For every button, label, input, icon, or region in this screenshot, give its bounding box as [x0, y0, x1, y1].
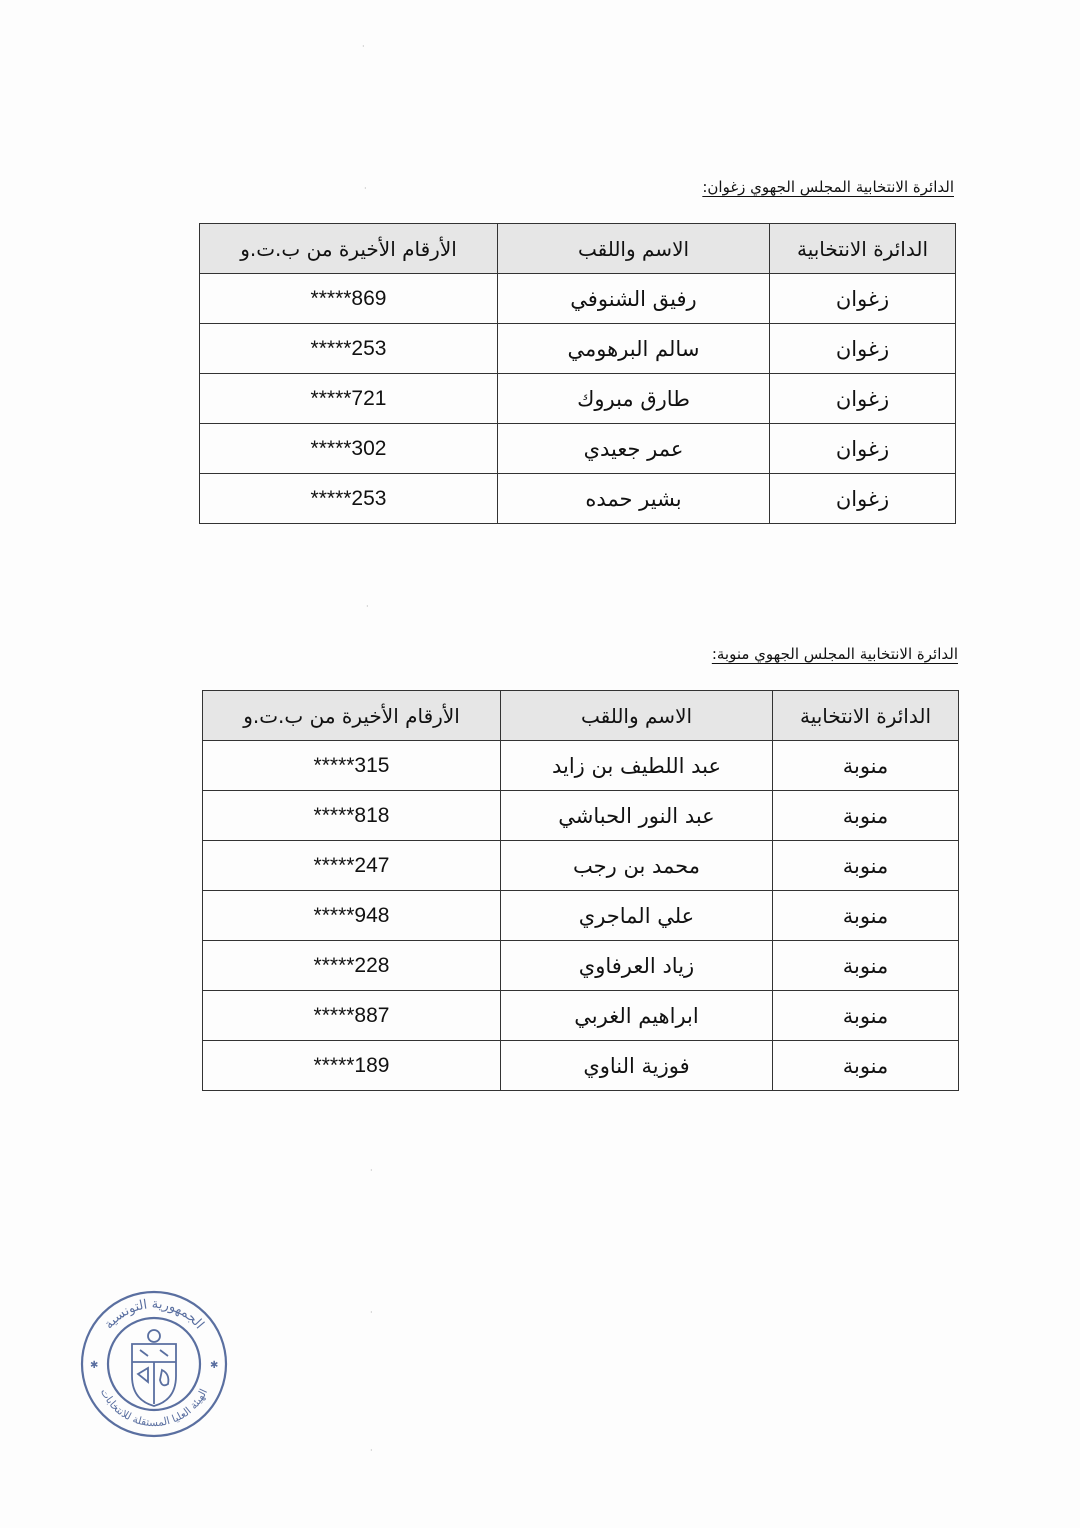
cell-name: سالم البرهومي [498, 324, 770, 374]
cell-circonscription: زغوان [770, 324, 956, 374]
cell-circonscription: زغوان [770, 474, 956, 524]
header-id-digits: الأرقام الأخيرة من ب.ت.و [203, 691, 501, 741]
header-name: الاسم واللقب [501, 691, 773, 741]
cell-id-digits: *****253 [200, 474, 498, 524]
scan-speck: · [362, 42, 365, 51]
table-row [200, 324, 956, 374]
cell-id-digits: *****302 [200, 424, 498, 474]
scan-speck: · [364, 184, 367, 193]
table-row [200, 374, 956, 424]
cell-name: ابراهيم الغربي [501, 991, 773, 1041]
header-name: الاسم واللقب [498, 224, 770, 274]
header-id-digits: الأرقام الأخيرة من ب.ت.و [200, 224, 498, 274]
svg-text:الجمهورية التونسية: الجمهورية التونسية [101, 1296, 207, 1333]
cell-id-digits: *****948 [203, 891, 501, 941]
cell-circonscription: منوبة [773, 1041, 959, 1091]
candidates-table-manouba [202, 690, 959, 1091]
svg-text:الهيئة العليا المستقلة للانتخا: الهيئة العليا المستقلة للانتخابات [97, 1386, 211, 1430]
table-row [203, 791, 959, 841]
cell-name: عمر جعيدي [498, 424, 770, 474]
cell-name: رفيق الشنوفي [498, 274, 770, 324]
seal-coat-of-arms-icon [132, 1330, 176, 1406]
table-row [200, 424, 956, 474]
cell-circonscription: منوبة [773, 891, 959, 941]
table-header-row [200, 224, 956, 274]
table-row [200, 474, 956, 524]
cell-circonscription: زغوان [770, 424, 956, 474]
table-row [200, 274, 956, 324]
section-title-manouba: الدائرة الانتخابية المجلس الجهوي منوبة: [711, 645, 958, 663]
candidates-table-zaghouan [199, 223, 956, 524]
cell-name: زياد العرفاوي [501, 941, 773, 991]
official-seal-stamp [78, 1288, 230, 1440]
table-row [203, 741, 959, 791]
cell-circonscription: زغوان [770, 274, 956, 324]
scan-speck: · [366, 602, 369, 611]
cell-name: محمد بن رجب [501, 841, 773, 891]
header-circonscription: الدائرة الانتخابية [770, 224, 956, 274]
cell-circonscription: منوبة [773, 941, 959, 991]
cell-id-digits: *****818 [203, 791, 501, 841]
cell-circonscription: منوبة [773, 791, 959, 841]
cell-id-digits: *****247 [203, 841, 501, 891]
cell-id-digits: *****315 [203, 741, 501, 791]
cell-name: طارق مبروك [498, 374, 770, 424]
cell-id-digits: *****253 [200, 324, 498, 374]
table-header-row [203, 691, 959, 741]
scan-speck: · [370, 1308, 373, 1317]
cell-name: علي الماجري [501, 891, 773, 941]
cell-name: عبد النور الحباشي [501, 791, 773, 841]
cell-circonscription: منوبة [773, 741, 959, 791]
cell-id-digits: *****869 [200, 274, 498, 324]
table-row [203, 1041, 959, 1091]
table-row [203, 991, 959, 1041]
cell-name: فوزية الناوي [501, 1041, 773, 1091]
table-row [203, 941, 959, 991]
scan-speck: · [370, 1446, 373, 1455]
svg-text:✱: ✱ [90, 1360, 99, 1371]
cell-name: بشير حمده [498, 474, 770, 524]
header-circonscription: الدائرة الانتخابية [773, 691, 959, 741]
scan-speck: · [370, 1166, 373, 1175]
cell-id-digits: *****887 [203, 991, 501, 1041]
cell-circonscription: زغوان [770, 374, 956, 424]
cell-name: عبد اللطيف بن زايد [501, 741, 773, 791]
cell-circonscription: منوبة [773, 841, 959, 891]
svg-text:✱: ✱ [210, 1360, 219, 1371]
cell-circonscription: منوبة [773, 991, 959, 1041]
cell-id-digits: *****721 [200, 374, 498, 424]
cell-id-digits: *****189 [203, 1041, 501, 1091]
cell-id-digits: *****228 [203, 941, 501, 991]
section-title-zaghouan: الدائرة الانتخابية المجلس الجهوي زغوان: [702, 178, 954, 196]
table-row [203, 841, 959, 891]
table-row [203, 891, 959, 941]
